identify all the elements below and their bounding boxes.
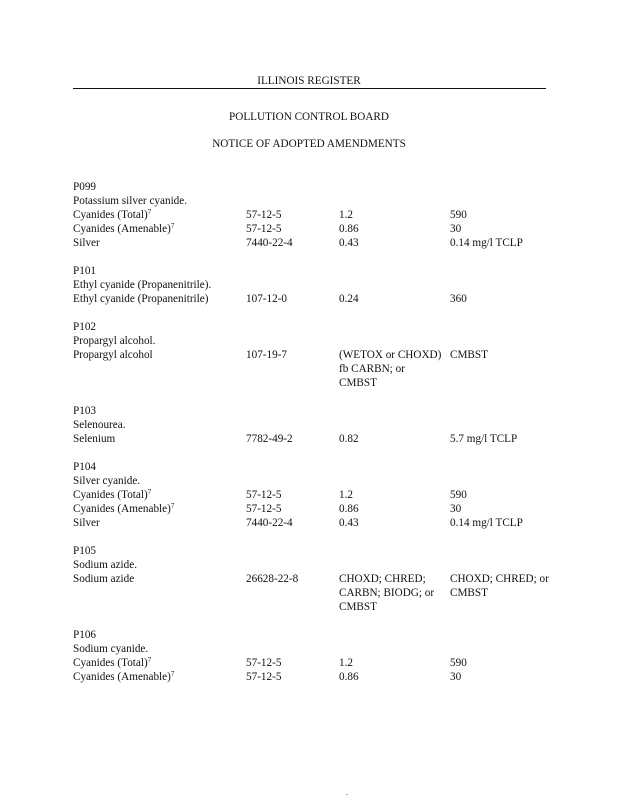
constituent-row [73, 502, 553, 516]
footnote-marker: 7 [170, 502, 175, 510]
wastewater-standard: 0.43 [339, 517, 359, 529]
footnote-marker: 7 [147, 208, 152, 216]
nonwastewater-standard: 0.14 mg/l TCLP [450, 517, 523, 529]
constituent-row [73, 432, 553, 446]
constituent-row [73, 208, 553, 222]
wastewater-standard: 0.86 [339, 671, 359, 683]
constituent-name: Cyanides (Amenable)$^7$ [73, 502, 175, 515]
constituent-row [73, 656, 553, 670]
constituent-name: Selenium [73, 433, 116, 445]
constituent-name: Cyanides (Total)$^7$ [73, 488, 152, 501]
waste-code: P103 [73, 405, 97, 417]
waste-description: Ethyl cyanide (Propanenitrile). [73, 279, 212, 291]
waste-group [73, 544, 553, 614]
wastewater-standard: CHOXD; CHRED; CARBN; BIODG; or CMBST [339, 573, 435, 613]
waste-code: P105 [73, 545, 97, 557]
nonwastewater-standard: 30 [450, 503, 462, 515]
wastewater-standard: (WETOX or CHOXD) fb CARBN; or CMBST [339, 349, 442, 389]
cas-number: 57-12-5 [246, 671, 282, 683]
cas-number: 107-19-7 [246, 349, 288, 361]
constituent-name: Cyanides (Amenable)$^7$ [73, 670, 175, 683]
nonwastewater-standard: 590 [450, 489, 467, 501]
waste-group [73, 180, 553, 250]
waste-code: P104 [73, 461, 97, 473]
waste-description: Sodium cyanide. [73, 643, 149, 655]
cas-number: 57-12-5 [246, 489, 282, 501]
waste-group [73, 264, 553, 306]
waste-code: P099 [73, 181, 97, 193]
nonwastewater-standard: 30 [450, 671, 462, 683]
waste-group [73, 460, 553, 530]
wastewater-standard: 0.43 [339, 237, 359, 249]
waste-description: Selenourea. [73, 419, 126, 431]
nonwastewater-standard: 30 [450, 223, 462, 235]
cas-number: 7440-22-4 [246, 517, 293, 529]
wastewater-standard: 1.2 [339, 209, 353, 221]
constituent-row [73, 516, 553, 530]
constituent-row [73, 488, 553, 502]
constituent-row [73, 236, 553, 250]
cas-number: 107-12-0 [246, 293, 288, 305]
constituent-name: Silver [73, 237, 100, 249]
nonwastewater-standard: 590 [450, 209, 467, 221]
cas-number: 57-12-5 [246, 223, 282, 235]
waste-group [73, 320, 553, 390]
waste-code: P101 [73, 265, 97, 277]
waste-description: Silver cyanide. [73, 475, 141, 487]
waste-group [73, 404, 553, 446]
cas-number: 57-12-5 [246, 657, 282, 669]
constituent-name: Propargyl alcohol [73, 349, 153, 361]
board-title: POLLUTION CONTROL BOARD [229, 111, 389, 123]
wastewater-standard: 1.2 [339, 657, 353, 669]
constituent-name: Ethyl cyanide (Propanenitrile) [73, 293, 209, 305]
waste-code: P102 [73, 321, 97, 333]
nonwastewater-standard: CHOXD; CHRED; or CMBST [450, 573, 549, 599]
constituent-row [73, 572, 553, 614]
wastewater-standard: 0.86 [339, 503, 359, 515]
cas-number: 7440-22-4 [246, 237, 293, 249]
notice-title: NOTICE OF ADOPTED AMENDMENTS [212, 138, 406, 150]
constituent-row [73, 222, 553, 236]
constituent-row [73, 670, 553, 684]
footnote-marker: 7 [170, 670, 175, 678]
constituent-row [73, 348, 553, 390]
nonwastewater-standard: 360 [450, 293, 467, 305]
waste-description: Propargyl alcohol. [73, 335, 156, 347]
footnote-marker: 7 [147, 656, 152, 664]
waste-code: P106 [73, 629, 97, 641]
constituent-name: Silver [73, 517, 100, 529]
constituent-name: Sodium azide [73, 573, 135, 585]
nonwastewater-standard: 590 [450, 657, 467, 669]
footnote-marker: 7 [147, 488, 152, 496]
wastewater-standard: 0.24 [339, 293, 359, 305]
wastewater-standard: 1.2 [339, 489, 353, 501]
running-head: ILLINOIS REGISTER [257, 75, 361, 87]
waste-group [73, 628, 553, 684]
cas-number: 57-12-5 [246, 503, 282, 515]
page-mark: . [346, 788, 348, 797]
nonwastewater-standard: 0.14 mg/l TCLP [450, 237, 523, 249]
cas-number: 7782-49-2 [246, 433, 293, 445]
constituent-row [73, 292, 553, 306]
footnote-marker: 7 [170, 222, 175, 230]
constituent-name: Cyanides (Total)$^7$ [73, 208, 152, 221]
constituent-name: Cyanides (Amenable)$^7$ [73, 222, 175, 235]
nonwastewater-standard: CMBST [450, 349, 488, 361]
treatment-standards-table [73, 180, 553, 698]
cas-number: 57-12-5 [246, 209, 282, 221]
wastewater-standard: 0.86 [339, 223, 359, 235]
waste-description: Potassium silver cyanide. [73, 195, 188, 207]
nonwastewater-standard: 5.7 mg/l TCLP [450, 433, 518, 445]
constituent-name: Cyanides (Total)$^7$ [73, 656, 152, 669]
wastewater-standard: 0.82 [339, 433, 359, 445]
header-rule [73, 88, 546, 89]
waste-description: Sodium azide. [73, 559, 138, 571]
cas-number: 26628-22-8 [246, 573, 299, 585]
